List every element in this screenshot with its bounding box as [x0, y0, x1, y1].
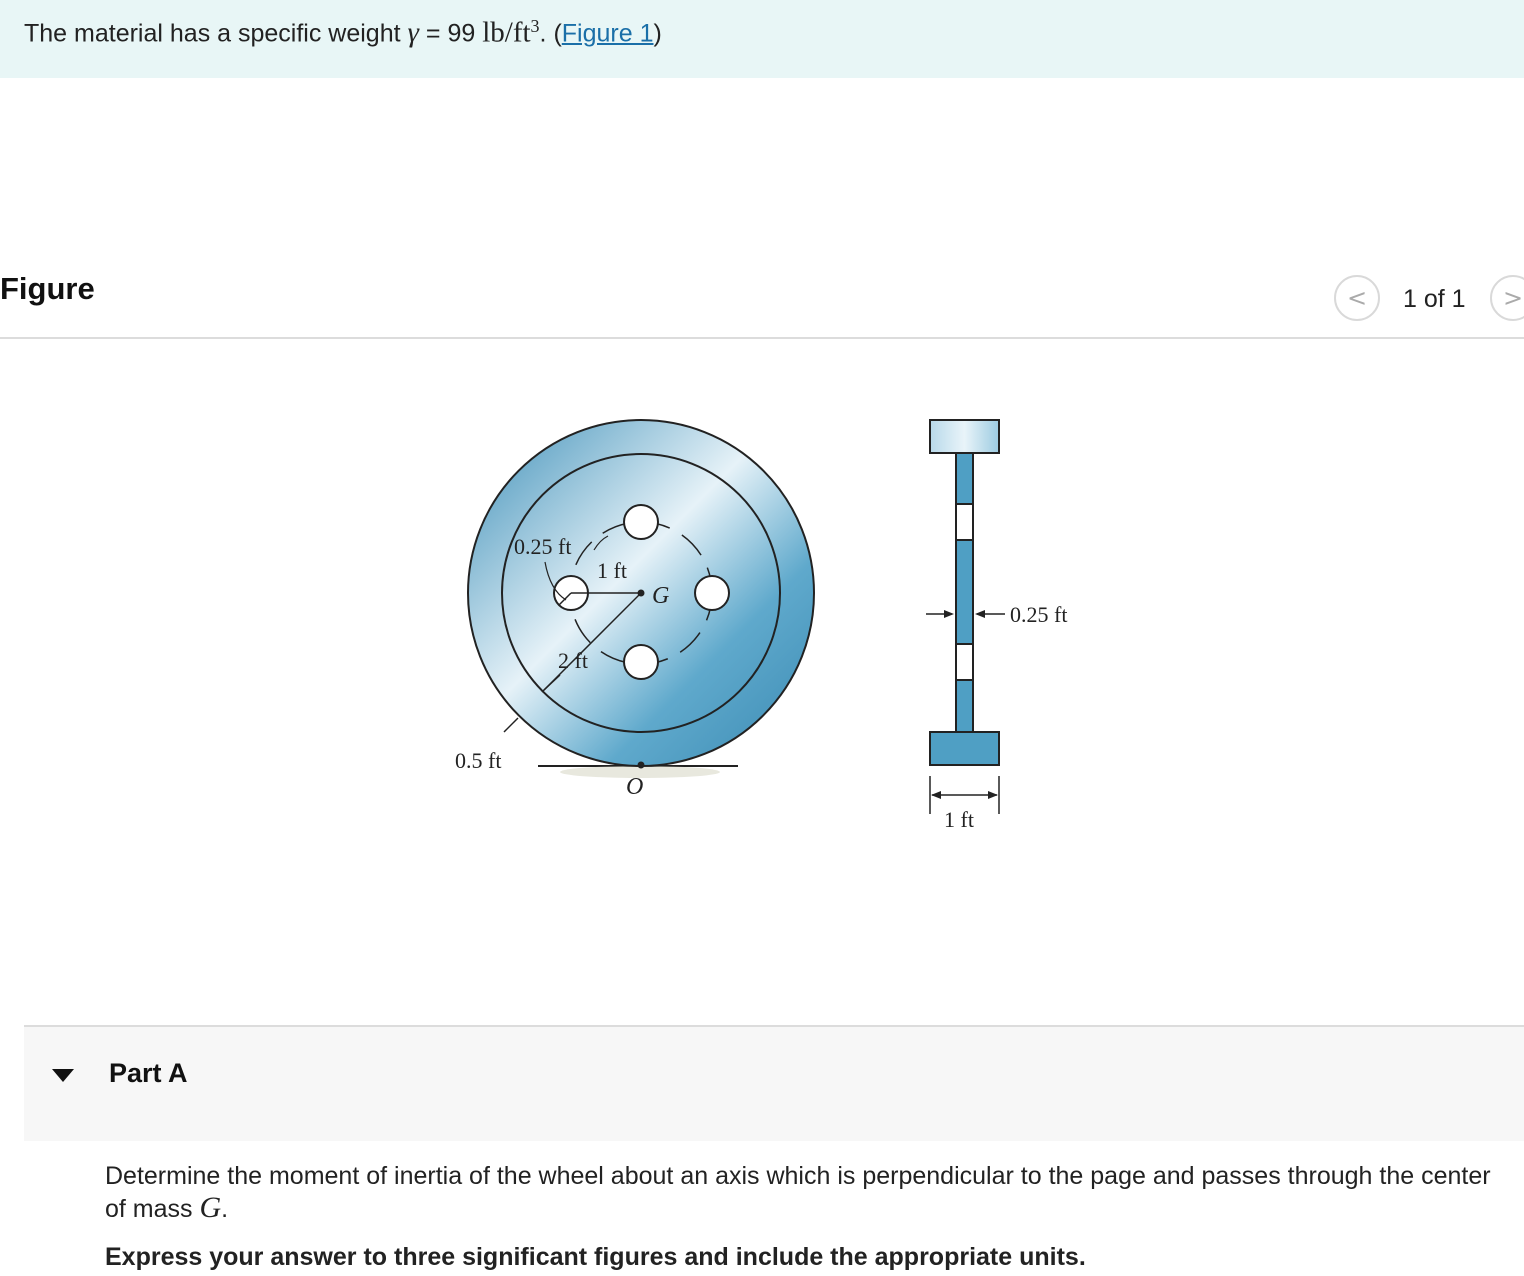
statement-text: The material has a specific weight: [24, 19, 408, 48]
o-label: O: [626, 774, 644, 800]
rim-dim-leader-lower: [504, 718, 518, 732]
statement-after: . (: [539, 19, 562, 48]
width-arrowhead-right: [988, 791, 998, 799]
collapse-caret-icon[interactable]: [52, 1069, 74, 1082]
previous-figure-button[interactable]: [1334, 275, 1380, 321]
section-hole-lower: [956, 644, 973, 680]
part-a-question: [105, 1160, 1505, 1225]
answer-instruction: Express your answer to three significant figures and include the appropriate units.: [105, 1243, 1086, 1271]
center-of-mass-dot: [638, 590, 645, 597]
gamma-symbol: γ: [407, 16, 419, 49]
equals-value: = 99: [418, 19, 483, 48]
question-text: Determine the moment of inertia of the wheel about an axis which is perpendicular to the page and passes through the center of mass: [105, 1162, 1491, 1223]
width-arrowhead-left: [931, 791, 941, 799]
contact-point-dot: [638, 762, 645, 769]
width-label: 1 ft: [944, 807, 974, 832]
g-label: G: [652, 583, 670, 609]
hole-right: [695, 576, 729, 610]
question-end: .: [221, 1195, 229, 1223]
section-hole-upper: [956, 504, 973, 540]
figure-pager: 1 of 1: [1403, 285, 1466, 313]
inner-radius-label: 2 ft: [558, 648, 588, 673]
unit-exponent: 3: [530, 16, 540, 36]
rim-thickness-label: 0.5 ft: [455, 748, 502, 773]
chevron-left-icon: <: [1346, 284, 1368, 312]
thickness-arrowhead-right: [975, 610, 985, 618]
part-a-title[interactable]: Part A: [109, 1058, 188, 1088]
section-bottom-flange: [930, 732, 999, 765]
section-web: [956, 453, 973, 733]
part-a-header[interactable]: [24, 1025, 1524, 1141]
section-top-flange: [930, 420, 999, 453]
figure-divider: [0, 337, 1524, 339]
wheel-figure: [430, 400, 1110, 850]
thickness-arrowhead-left: [944, 610, 954, 618]
hole-bottom: [624, 645, 658, 679]
chevron-right-icon: >: [1502, 284, 1524, 312]
problem-statement-banner: [0, 0, 1524, 78]
unit: lb/ft: [482, 16, 531, 49]
hole-radius-label: 0.25 ft: [514, 534, 572, 559]
question-symbol: G: [199, 1191, 222, 1224]
hole-circle-label: 1 ft: [597, 558, 627, 583]
thickness-label: 0.25 ft: [1010, 602, 1068, 627]
figure-link[interactable]: Figure 1: [561, 19, 654, 48]
next-figure-button[interactable]: [1490, 275, 1524, 321]
figure-panel-title: Figure: [0, 271, 95, 306]
problem-statement: [24, 16, 662, 49]
hole-top: [624, 505, 658, 539]
statement-close: ): [653, 19, 662, 48]
